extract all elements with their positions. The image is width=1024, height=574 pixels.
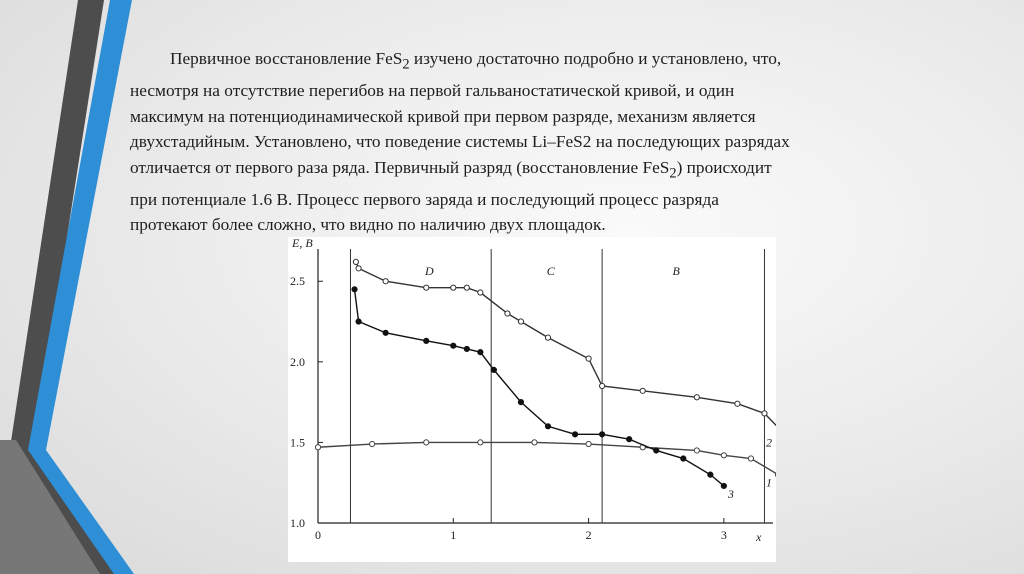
series-2-point	[762, 411, 767, 416]
series-1-point	[315, 445, 320, 450]
paragraph-line-1	[130, 46, 960, 78]
x-tick-label: 2	[585, 528, 592, 542]
y-tick-label: 2.5	[290, 274, 305, 289]
paragraph-line-5	[130, 155, 960, 187]
paragraph-line-2: несмотря на отсутствие перегибов на первой гальваностатической кривой, и один	[130, 81, 735, 101]
series-2-point	[545, 335, 550, 340]
series-1-point	[586, 441, 591, 446]
series-3-point	[424, 338, 429, 343]
series-2-point	[356, 266, 361, 271]
y-axis-title: E, B	[292, 237, 313, 250]
paragraph-line-7: протекают более сложно, что видно по наличию двух площадок.	[130, 215, 606, 235]
region-label-D: D	[424, 264, 434, 278]
series-label-3: 3	[727, 486, 734, 501]
x-tick-label: 0	[315, 528, 321, 542]
series-3-point	[518, 400, 523, 405]
series-3-point	[572, 432, 577, 437]
series-1-point	[424, 440, 429, 445]
series-3-point	[451, 343, 456, 348]
series-3-point	[600, 432, 605, 437]
series-3-point	[545, 424, 550, 429]
series-2-point	[600, 383, 605, 388]
y-tick-label: 1.5	[290, 435, 305, 450]
series-3-point	[721, 483, 726, 488]
text-span: изучено достаточно подробно и установлено, что,	[409, 49, 782, 68]
series-2-point	[640, 388, 645, 393]
series-2-point	[586, 356, 591, 361]
y-tick-label: 2.0	[290, 354, 305, 369]
text-span: ) происходит	[676, 157, 772, 177]
series-2-point	[424, 285, 429, 290]
series-1-point	[370, 441, 375, 446]
series-2-point	[383, 279, 388, 284]
series-label-1: 1	[766, 475, 772, 490]
series-1-point	[532, 440, 537, 445]
x-axis-title: x	[756, 530, 762, 544]
subscript: 2	[669, 165, 677, 182]
series-3-point	[352, 287, 357, 292]
y-tick-label: 1.0	[290, 516, 305, 530]
series-line-2	[356, 262, 776, 434]
series-2-point	[353, 259, 358, 264]
series-line-3	[355, 289, 724, 486]
paragraph-line-3: максимум на потенциодинамической кривой при первом разряде, механизм является	[130, 106, 756, 126]
subscript: 2	[402, 56, 410, 73]
series-2-point	[735, 401, 740, 406]
series-3-point	[708, 472, 713, 477]
paragraph-line-4: двухстадийным. Установлено, что поведение системы Li–FeS2 на последующих разрядах	[130, 132, 790, 152]
series-3-point	[383, 330, 388, 335]
series-1-point	[748, 456, 753, 461]
text-span: Первичное восстановление FeS	[170, 49, 403, 68]
series-1-point	[478, 440, 483, 445]
series-2-point	[694, 395, 699, 400]
x-tick-label: 1	[450, 528, 457, 542]
series-1-point	[721, 453, 726, 458]
paragraph-line-6: при потенциале 1.6 В. Процесс первого заряда и последующий процесс разряда	[130, 189, 719, 209]
series-2-point	[451, 285, 456, 290]
slide-decoration	[0, 0, 150, 574]
discharge-curve-figure	[288, 237, 776, 562]
series-2-point	[505, 311, 510, 316]
series-3-point	[681, 456, 686, 461]
x-tick-label: 3	[720, 528, 727, 542]
series-3-point	[356, 319, 361, 324]
series-2-point	[464, 285, 469, 290]
series-3-point	[627, 437, 632, 442]
slide-paragraph	[130, 46, 960, 238]
series-3-point	[654, 448, 659, 453]
text-span: отличается от первого раза ряда. Первичный разряд (восстановление FeS	[130, 157, 670, 177]
series-2-point	[518, 319, 523, 324]
discharge-curve-chart	[288, 237, 776, 562]
series-1-point	[694, 448, 699, 453]
region-label-C: C	[546, 264, 555, 278]
series-3-point	[491, 367, 496, 372]
region-label-B: B	[672, 264, 680, 278]
series-label-2: 2	[766, 435, 772, 450]
series-3-point	[478, 350, 483, 355]
series-2-point	[478, 290, 483, 295]
series-3-point	[464, 346, 469, 351]
series-line-1	[318, 442, 776, 474]
